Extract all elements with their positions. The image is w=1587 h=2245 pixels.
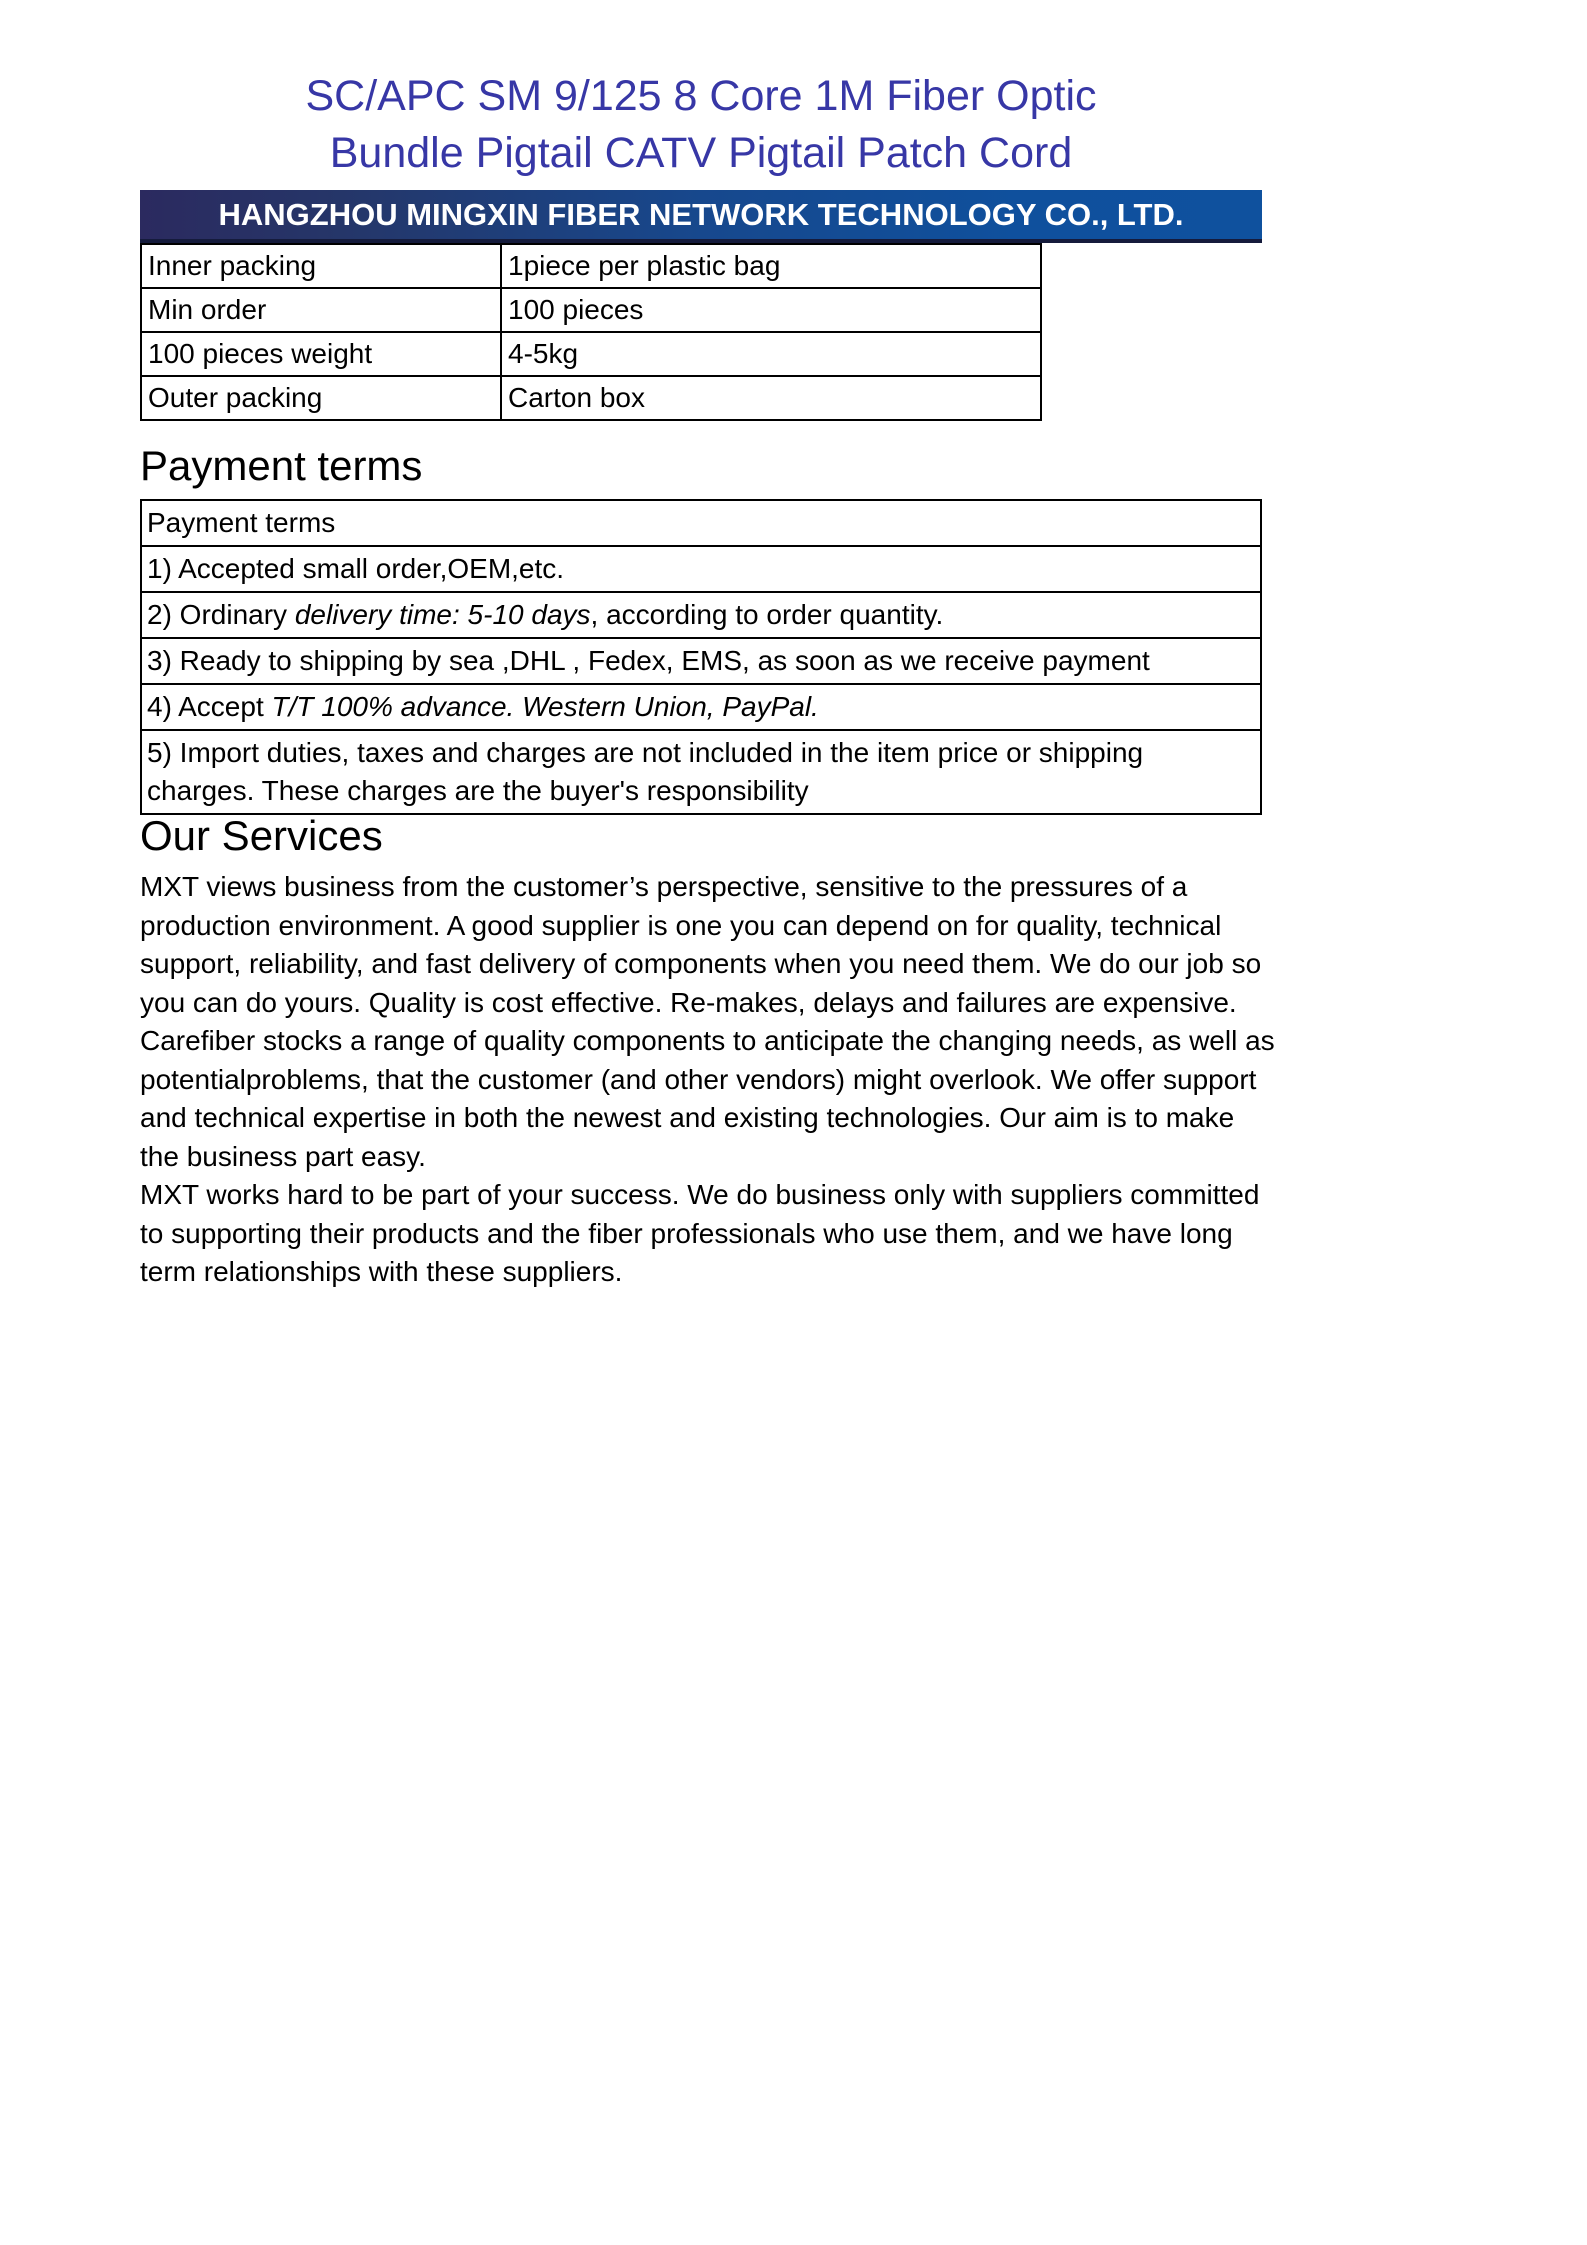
- payment-term-text: , according to order quantity.: [590, 599, 944, 630]
- payment-term-italic-text: T/T 100% advance. Western Union, PayPal.: [271, 691, 819, 722]
- our-services-heading: Our Services: [140, 812, 383, 859]
- page-title: [140, 68, 1262, 182]
- payment-terms-heading: Payment terms: [140, 442, 423, 489]
- payment-term-row: [142, 637, 1260, 683]
- payment-term-text: 1) Accepted small order,OEM,etc.: [147, 553, 565, 584]
- services-paragraph-1: MXT views business from the customer’s perspective, sensitive to the pressures of a production environment. A good supplier is one you can depend on for quality, technical support, reliability, and fast delivery of components when you need them. We do our job so you can do yours. Quality is cost effective. Re-makes, delays and failures are expensive. Carefiber stocks a range of quality components to anticipate the changing needs, as well as potentialproblems, that the customer (and other vendors) might overlook. We offer support and technical expertise in both the newest and existing technologies. Our aim is to make the business part easy.: [140, 871, 1275, 1172]
- payment-terms-table: [140, 499, 1262, 815]
- packing-row-value: 4-5kg: [501, 332, 1041, 376]
- payment-term-row: [142, 591, 1260, 637]
- company-banner: [140, 190, 1262, 243]
- payment-term-text: 5) Import duties, taxes and charges are not included in the item price or shipping charges. These charges are the buyer's responsibility: [147, 737, 1144, 806]
- table-row: [141, 244, 1041, 288]
- payment-term-text: Payment terms: [147, 507, 336, 538]
- packing-row-label: Inner packing: [141, 244, 501, 288]
- packing-table: [140, 243, 1042, 421]
- payment-term-text: 4) Accept: [147, 691, 272, 722]
- packing-row-label: 100 pieces weight: [141, 332, 501, 376]
- payment-term-text: 2) Ordinary: [147, 599, 295, 630]
- company-banner-text: HANGZHOU MINGXIN FIBER NETWORK TECHNOLOGY CO., LTD.: [218, 196, 1184, 232]
- packing-row-label: Outer packing: [141, 376, 501, 420]
- services-paragraph-2: MXT works hard to be part of your success. We do business only with suppliers committed to supporting their products and the fiber professionals who use them, and we have long term relationships with these suppliers.: [140, 1179, 1260, 1287]
- packing-row-value: 1piece per plastic bag: [501, 244, 1041, 288]
- payment-term-row: [142, 501, 1260, 545]
- payment-term-text: 3) Ready to shipping by sea ,DHL , Fedex, EMS, as soon as we receive payment: [147, 645, 1150, 676]
- packing-row-value: Carton box: [501, 376, 1041, 420]
- payment-term-row: [142, 545, 1260, 591]
- table-row: [141, 376, 1041, 420]
- payment-term-row: [142, 729, 1260, 813]
- page-title-line2: Bundle Pigtail CATV Pigtail Patch Cord: [329, 129, 1073, 177]
- table-row: [141, 332, 1041, 376]
- our-services-text: [140, 868, 1275, 1292]
- table-row: [141, 288, 1041, 332]
- packing-row-label: Min order: [141, 288, 501, 332]
- page-title-line1: SC/APC SM 9/125 8 Core 1M Fiber Optic: [305, 72, 1097, 120]
- payment-term-italic-text: delivery time: 5-10 days: [294, 599, 591, 630]
- payment-term-row: [142, 683, 1260, 729]
- packing-row-value: 100 pieces: [501, 288, 1041, 332]
